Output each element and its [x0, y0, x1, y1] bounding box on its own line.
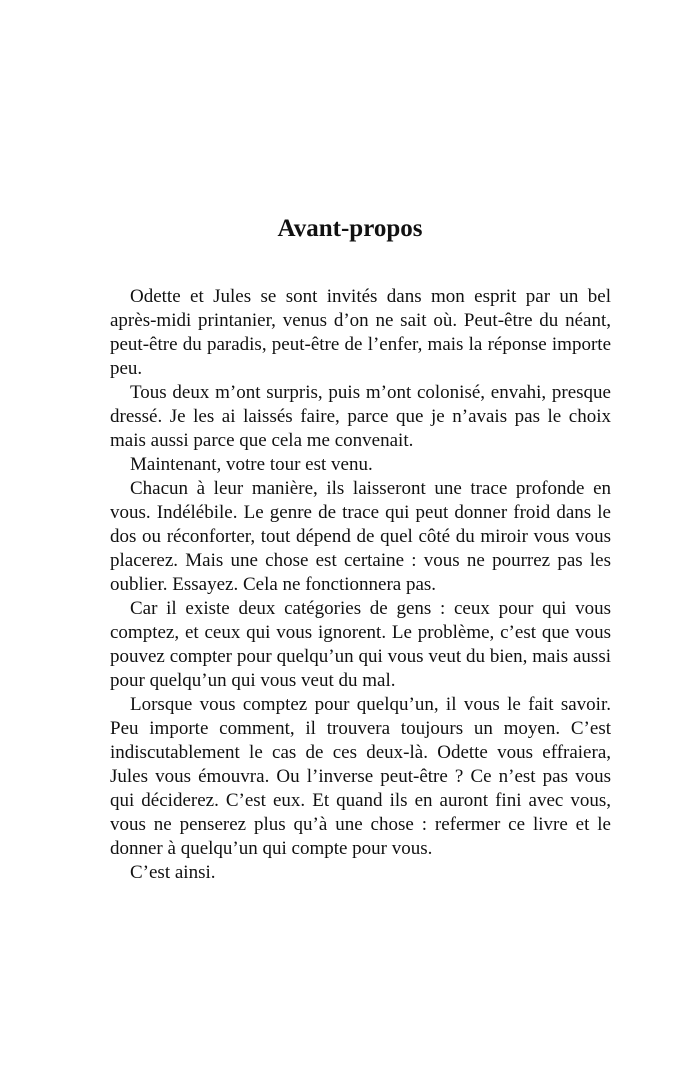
paragraph: Chacun à leur manière, ils laisseront une trace profonde en vous. Indélébile. Le genre de trace qui peut donner froid dans le dos ou réconforter, tout dépend de quel côté du miroir vous vous placerez. Mais une chose est certaine : vous ne pourrez pas les oublier. Essayez. Cela ne fonctionnera pas. [110, 478, 611, 595]
paragraph: Lorsque vous comptez pour quelqu’un, il vous le fait savoir. Peu importe comment, il trouvera toujours un moyen. C’est indiscutablement le cas de ces deux-là. Odette vous effraiera, Jules vous émouvra. Ou l’inverse peut-être ? Ce n’est pas vous qui déciderez. C’est eux. Et quand ils en auront fini avec vous, vous ne penserez plus qu’à une chose : refermer ce livre et le donner à quelqu’un qui compte pour vous. [110, 694, 611, 859]
paragraph: C’est ainsi. [130, 862, 216, 883]
page-title: Avant-propos [277, 215, 423, 242]
paragraph: Car il existe deux catégories de gens : ceux pour qui vous comptez, et ceux qui vous ignorent. Le problème, c’est que vous pouvez compter pour quelqu’un qui vous veut du bien, mais aussi pour quelqu’un qui vous veut du mal. [110, 598, 611, 691]
paragraph: Tous deux m’ont surpris, puis m’ont colonisé, envahi, presque dressé. Je les ai laissés faire, parce que je n’avais pas le choix mais aussi parce que cela me convenait. [110, 382, 611, 451]
body-text [110, 285, 611, 885]
paragraph: Odette et Jules se sont invités dans mon esprit par un bel après-midi printanier, venus d’on ne sait où. Peut-être du néant, peut-être du paradis, peut-être de l’enfer, mais la réponse importe peu. [110, 286, 611, 379]
paragraph: Maintenant, votre tour est venu. [130, 454, 373, 475]
